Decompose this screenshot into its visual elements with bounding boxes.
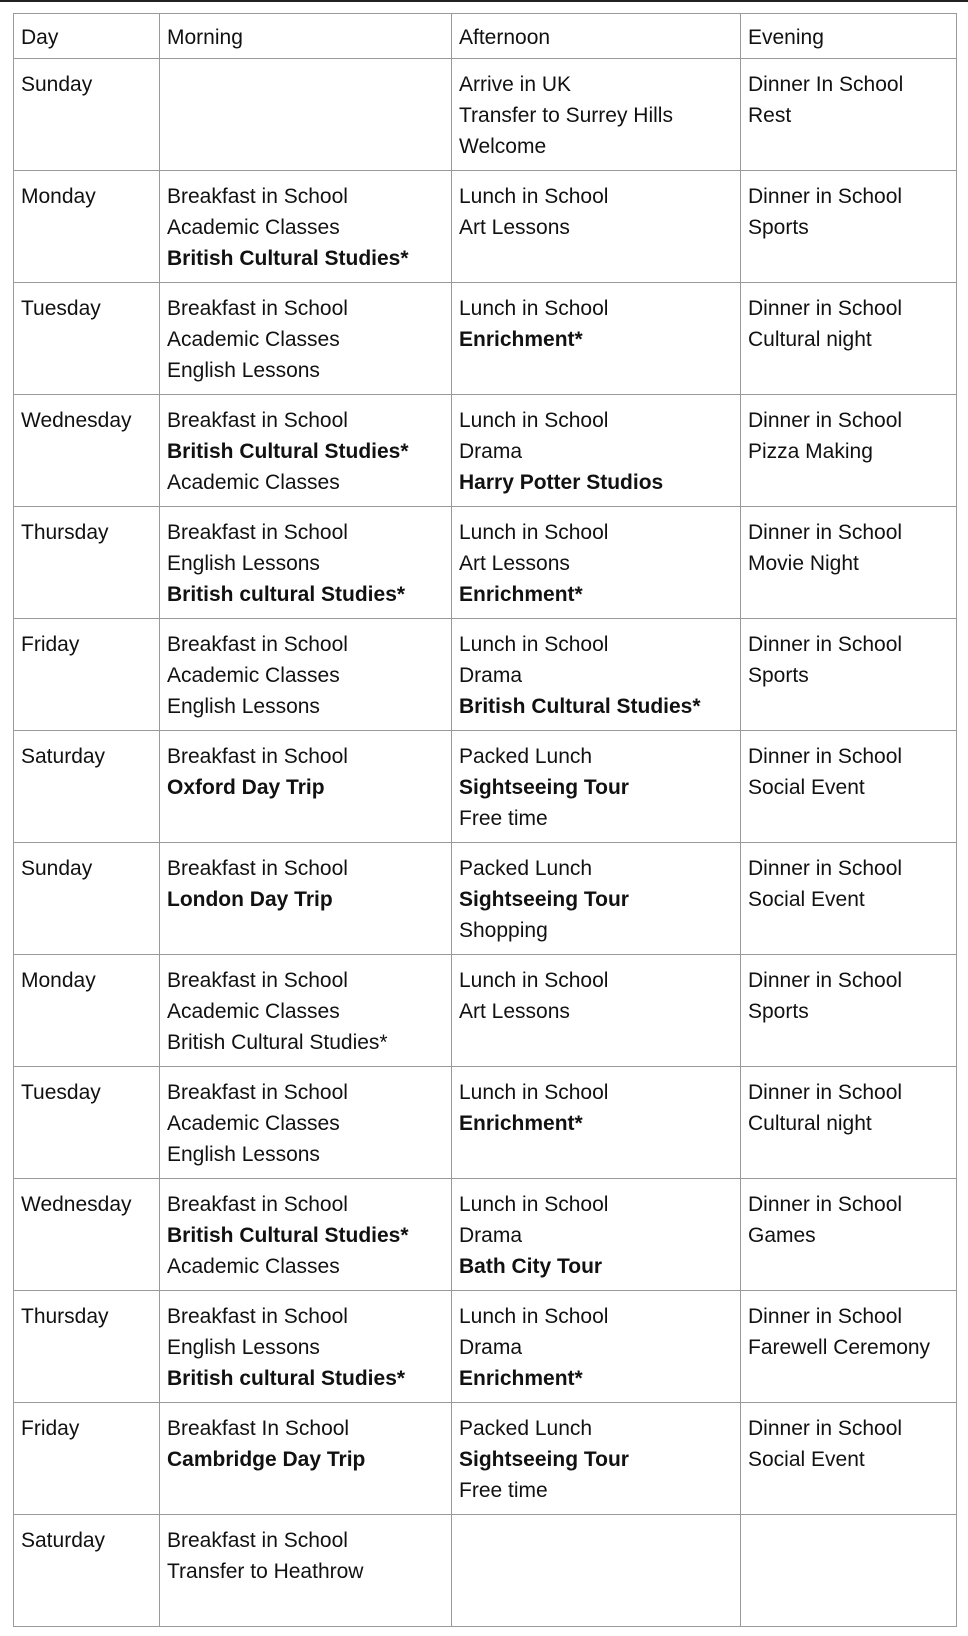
activity-item: Dinner in School <box>748 745 903 768</box>
activity-item: Lunch in School <box>459 1081 609 1104</box>
activity-item: Lunch in School <box>459 969 609 992</box>
afternoon-cell <box>452 1067 741 1179</box>
activity-item: Social Event <box>748 776 865 799</box>
table-row <box>14 283 957 395</box>
activity-item: Dinner in School <box>748 297 903 320</box>
activity-item: Dinner in School <box>748 857 903 880</box>
activity-item: Free time <box>459 807 548 830</box>
header-morning: Morning <box>160 14 452 59</box>
afternoon-cell <box>452 1515 741 1627</box>
activity-item: British Cultural Studies* <box>167 247 409 270</box>
day-cell: Thursday <box>14 1291 160 1403</box>
activity-item: Breakfast in School <box>167 521 348 544</box>
activity-item: British Cultural Studies* <box>167 1224 409 1247</box>
day-cell: Thursday <box>14 507 160 619</box>
activity-item: Breakfast in School <box>167 969 348 992</box>
evening-cell <box>741 283 957 395</box>
table-row <box>14 395 957 507</box>
morning-cell <box>160 843 452 955</box>
evening-cell <box>741 1291 957 1403</box>
afternoon-cell <box>452 1179 741 1291</box>
schedule-table <box>13 13 957 1627</box>
activity-item: Enrichment* <box>459 583 583 606</box>
activity-item: Art Lessons <box>459 552 570 575</box>
activity-item: Enrichment* <box>459 1367 583 1390</box>
activity-item: Cambridge Day Trip <box>167 1448 366 1471</box>
activity-item: Breakfast in School <box>167 409 348 432</box>
activity-item: British cultural Studies* <box>167 583 406 606</box>
activity-item: Lunch in School <box>459 297 609 320</box>
activity-item: Cultural night <box>748 1112 872 1135</box>
activity-item: Lunch in School <box>459 521 609 544</box>
activity-item: Drama <box>459 1224 523 1247</box>
table-row <box>14 1179 957 1291</box>
activity-item: British Cultural Studies* <box>167 440 409 463</box>
table-row <box>14 731 957 843</box>
evening-cell <box>741 171 957 283</box>
activity-item: Sports <box>748 216 809 239</box>
activity-item: Breakfast In School <box>167 1417 350 1440</box>
activity-item: Breakfast in School <box>167 1081 348 1104</box>
day-cell: Monday <box>14 955 160 1067</box>
table-row <box>14 1291 957 1403</box>
afternoon-cell <box>452 395 741 507</box>
activity-item: Dinner in School <box>748 633 903 656</box>
activity-item: Dinner in School <box>748 1417 903 1440</box>
evening-cell <box>741 1067 957 1179</box>
table-row <box>14 619 957 731</box>
morning-cell <box>160 507 452 619</box>
activity-item: Breakfast in School <box>167 633 348 656</box>
day-cell: Friday <box>14 619 160 731</box>
morning-cell <box>160 1291 452 1403</box>
activity-item: Harry Potter Studios <box>459 471 664 494</box>
activity-item: Breakfast in School <box>167 857 348 880</box>
activity-item: Dinner in School <box>748 969 903 992</box>
activity-item: Lunch in School <box>459 1193 609 1216</box>
activity-item: Drama <box>459 440 523 463</box>
activity-item: Academic Classes <box>167 1112 340 1135</box>
activity-item: Academic Classes <box>167 328 340 351</box>
activity-item: Academic Classes <box>167 471 340 494</box>
activity-item: Transfer to Heathrow <box>167 1560 364 1583</box>
morning-cell <box>160 955 452 1067</box>
activity-item: Dinner In School <box>748 73 904 96</box>
header-evening: Evening <box>741 14 957 59</box>
day-cell: Monday <box>14 171 160 283</box>
table-row <box>14 955 957 1067</box>
activity-item: Drama <box>459 1336 523 1359</box>
morning-cell <box>160 283 452 395</box>
evening-cell <box>741 1403 957 1515</box>
activity-item: Lunch in School <box>459 409 609 432</box>
activity-item: English Lessons <box>167 695 320 718</box>
morning-cell <box>160 1515 452 1627</box>
top-rule <box>0 0 968 2</box>
table-row <box>14 1515 957 1627</box>
table-row <box>14 507 957 619</box>
activity-item: Lunch in School <box>459 633 609 656</box>
activity-item: Enrichment* <box>459 328 583 351</box>
evening-cell <box>741 507 957 619</box>
header-day: Day <box>14 14 160 59</box>
morning-cell <box>160 1067 452 1179</box>
day-cell: Saturday <box>14 731 160 843</box>
day-cell: Tuesday <box>14 283 160 395</box>
activity-item: Movie Night <box>748 552 859 575</box>
morning-cell <box>160 731 452 843</box>
header-row <box>14 14 957 59</box>
activity-item: Drama <box>459 664 523 687</box>
activity-item: Dinner in School <box>748 409 903 432</box>
activity-item: Transfer to Surrey Hills <box>459 104 673 127</box>
activity-item: Welcome <box>459 135 547 158</box>
evening-cell <box>741 1179 957 1291</box>
morning-cell <box>160 171 452 283</box>
table-row <box>14 1067 957 1179</box>
activity-item: Dinner in School <box>748 1305 903 1328</box>
activity-item: Games <box>748 1224 816 1247</box>
table-row <box>14 843 957 955</box>
activity-item: English Lessons <box>167 359 320 382</box>
activity-item: Farewell Ceremony <box>748 1336 931 1359</box>
activity-item: Arrive in UK <box>459 73 572 96</box>
activity-item: English Lessons <box>167 1143 320 1166</box>
activity-item: Dinner in School <box>748 185 903 208</box>
activity-item: Shopping <box>459 919 548 942</box>
activity-item: Sightseeing Tour <box>459 1448 629 1471</box>
activity-item: Breakfast in School <box>167 1529 348 1552</box>
afternoon-cell <box>452 59 741 171</box>
activity-item: Breakfast in School <box>167 1305 348 1328</box>
activity-item: Academic Classes <box>167 216 340 239</box>
morning-cell <box>160 59 452 171</box>
activity-item: English Lessons <box>167 1336 320 1359</box>
day-cell: Friday <box>14 1403 160 1515</box>
activity-item: Social Event <box>748 1448 865 1471</box>
activity-item: Dinner in School <box>748 521 903 544</box>
activity-item: Academic Classes <box>167 1000 340 1023</box>
activity-item: Lunch in School <box>459 1305 609 1328</box>
activity-item: Sports <box>748 1000 809 1023</box>
activity-item: Sports <box>748 664 809 687</box>
activity-item: Breakfast in School <box>167 745 348 768</box>
activity-item: British Cultural Studies* <box>459 695 701 718</box>
evening-cell <box>741 843 957 955</box>
activity-item: Dinner in School <box>748 1193 903 1216</box>
activity-item: Sightseeing Tour <box>459 776 629 799</box>
activity-item: Breakfast in School <box>167 297 348 320</box>
afternoon-cell <box>452 283 741 395</box>
activity-item: Packed Lunch <box>459 745 593 768</box>
activity-item: London Day Trip <box>167 888 333 911</box>
activity-item: Packed Lunch <box>459 1417 593 1440</box>
activity-item: Free time <box>459 1479 548 1502</box>
activity-item: Art Lessons <box>459 216 570 239</box>
activity-item: Breakfast in School <box>167 185 348 208</box>
afternoon-cell <box>452 507 741 619</box>
schedule-body <box>14 59 957 1627</box>
activity-item: English Lessons <box>167 552 320 575</box>
day-cell: Sunday <box>14 843 160 955</box>
morning-cell <box>160 1179 452 1291</box>
afternoon-cell <box>452 1403 741 1515</box>
activity-item: British cultural Studies* <box>167 1367 406 1390</box>
activity-item: Art Lessons <box>459 1000 570 1023</box>
activity-item: Academic Classes <box>167 664 340 687</box>
morning-cell <box>160 619 452 731</box>
evening-cell <box>741 1515 957 1627</box>
activity-item: Enrichment* <box>459 1112 583 1135</box>
morning-cell <box>160 395 452 507</box>
activity-item: British Cultural Studies* <box>167 1031 388 1054</box>
table-row <box>14 1403 957 1515</box>
morning-cell <box>160 1403 452 1515</box>
afternoon-cell <box>452 731 741 843</box>
activity-item: Packed Lunch <box>459 857 593 880</box>
activity-item: Oxford Day Trip <box>167 776 325 799</box>
activity-item: Cultural night <box>748 328 872 351</box>
afternoon-cell <box>452 619 741 731</box>
day-cell: Saturday <box>14 1515 160 1627</box>
day-cell: Wednesday <box>14 1179 160 1291</box>
day-cell: Wednesday <box>14 395 160 507</box>
table-row <box>14 171 957 283</box>
activity-item: Rest <box>748 104 792 127</box>
activity-item: Social Event <box>748 888 865 911</box>
afternoon-cell <box>452 955 741 1067</box>
activity-item: Pizza Making <box>748 440 873 463</box>
afternoon-cell <box>452 843 741 955</box>
evening-cell <box>741 731 957 843</box>
activity-item: Breakfast in School <box>167 1193 348 1216</box>
header-afternoon: Afternoon <box>452 14 741 59</box>
activity-item: Dinner in School <box>748 1081 903 1104</box>
evening-cell <box>741 59 957 171</box>
day-cell: Sunday <box>14 59 160 171</box>
day-cell: Tuesday <box>14 1067 160 1179</box>
activity-item: Academic Classes <box>167 1255 340 1278</box>
activity-item: Bath City Tour <box>459 1255 603 1278</box>
table-row <box>14 59 957 171</box>
activity-item: Sightseeing Tour <box>459 888 629 911</box>
evening-cell <box>741 395 957 507</box>
evening-cell <box>741 619 957 731</box>
afternoon-cell <box>452 1291 741 1403</box>
afternoon-cell <box>452 171 741 283</box>
evening-cell <box>741 955 957 1067</box>
activity-item: Lunch in School <box>459 185 609 208</box>
